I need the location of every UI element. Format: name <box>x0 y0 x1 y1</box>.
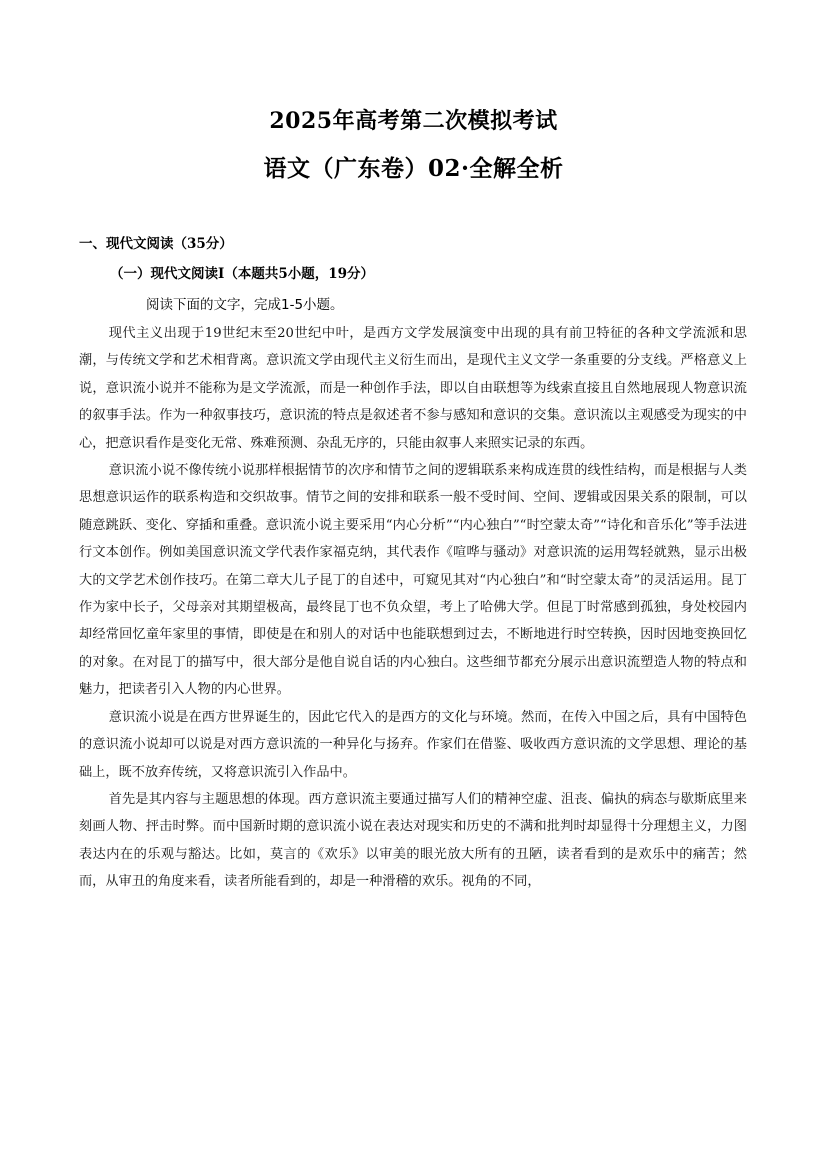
exam-subtitle: 语文（广东卷）02·全解全析 <box>263 155 564 182</box>
passage-paragraph: 意识流小说不像传统小说那样根据情节的次序和情节之间的逻辑联系来构成连贯的线性结构，而是根据与人类思想意识运作的联系构造和交织故事。情节之间的安排和联系一般不受时间、空间、逻辑或因果关系的限制，可以随意跳跃、变化、穿插和重叠。意识流小说主要采用“内心分析”“内心独白”“时空蒙太奇”“诗化和音乐化”等手法进行文本创作。例如美国意识流文学代表作家福克纳，其代表作《喧哗与骚动》对意识流的运用驾轻就熟，显示出极大的文学艺术创作技巧。在第二章大儿子昆丁的自述中，可窥见其对“内心独白”和“时空蒙太奇”的灵活运用。昆丁作为家中长子，父母亲对其期望极高，最终昆丁也不负众望，考上了哈佛大学。但昆丁时常感到孤独，身处校园内却经常回忆童年家里的事情，即使是在和别人的对话中也能联想到过去，不断地进行时空转换，因时因地变换回忆的对象。在对昆丁的描写中，很大部分是他自说自话的内心独白。这些细节都充分展示出意识流塑造人物的特点和魅力，把读者引入人物的内心世界。 <box>79 463 747 698</box>
exam-title: 2025年高考第二次模拟考试 <box>269 108 558 134</box>
reading-instruction: 阅读下面的文字，完成1-5小题。 <box>146 297 344 313</box>
section-heading: 一、现代文阅读（35分） <box>79 236 233 252</box>
passage-paragraph: 意识流小说是在西方世界诞生的，因此它代入的是西方的文化与环境。然而，在传入中国之后，具有中国特色的意识流小说却可以说是对西方意识流的一种异化与扬弃。作家们在借鉴、吸收西方意识流的文学思想、理论的基础上，既不放弃传统，又将意识流引入作品中。 <box>79 709 747 780</box>
passage-paragraph: 首先是其内容与主题思想的体现。西方意识流主要通过描写人们的精神空虚、沮丧、偏执的病态与歇斯底里来刻画人物、抨击时弊。而中国新时期的意识流小说在表达对现实和历史的不满和批判时却显得十分理想主义，力图表达内在的乐观与豁达。比如，莫言的《欢乐》以审美的眼光放大所有的丑陋，读者看到的是欢乐中的痛苦；然而，从审丑的角度来看，读者所能看到的，却是一种滑稽的欢乐。视角的不同， <box>79 791 747 890</box>
passage-paragraph: 现代主义出现于19世纪末至20世纪中叶，是西方文学发展演变中出现的具有前卫特征的各种文学流派和思潮，与传统文学和艺术相背离。意识流文学由现代主义衍生而出，是现代主义文学一条重要的分支线。严格意义上说，意识流小说并不能称为是文学流派，而是一种创作手法，即以自由联想等为线索直接且自然地展现人物意识流的叙事手法。作为一种叙事技巧，意识流的特点是叙述者不参与感知和意识的交集。意识流以主观感受为现实的中心，把意识看作是变化无常、殊难预测、杂乱无序的，只能由叙事人来照实记录的东西。 <box>79 326 747 451</box>
reading-passage <box>79 320 747 896</box>
subsection-heading: （一）现代文阅读Ⅰ（本题共5小题，19分） <box>110 266 374 282</box>
